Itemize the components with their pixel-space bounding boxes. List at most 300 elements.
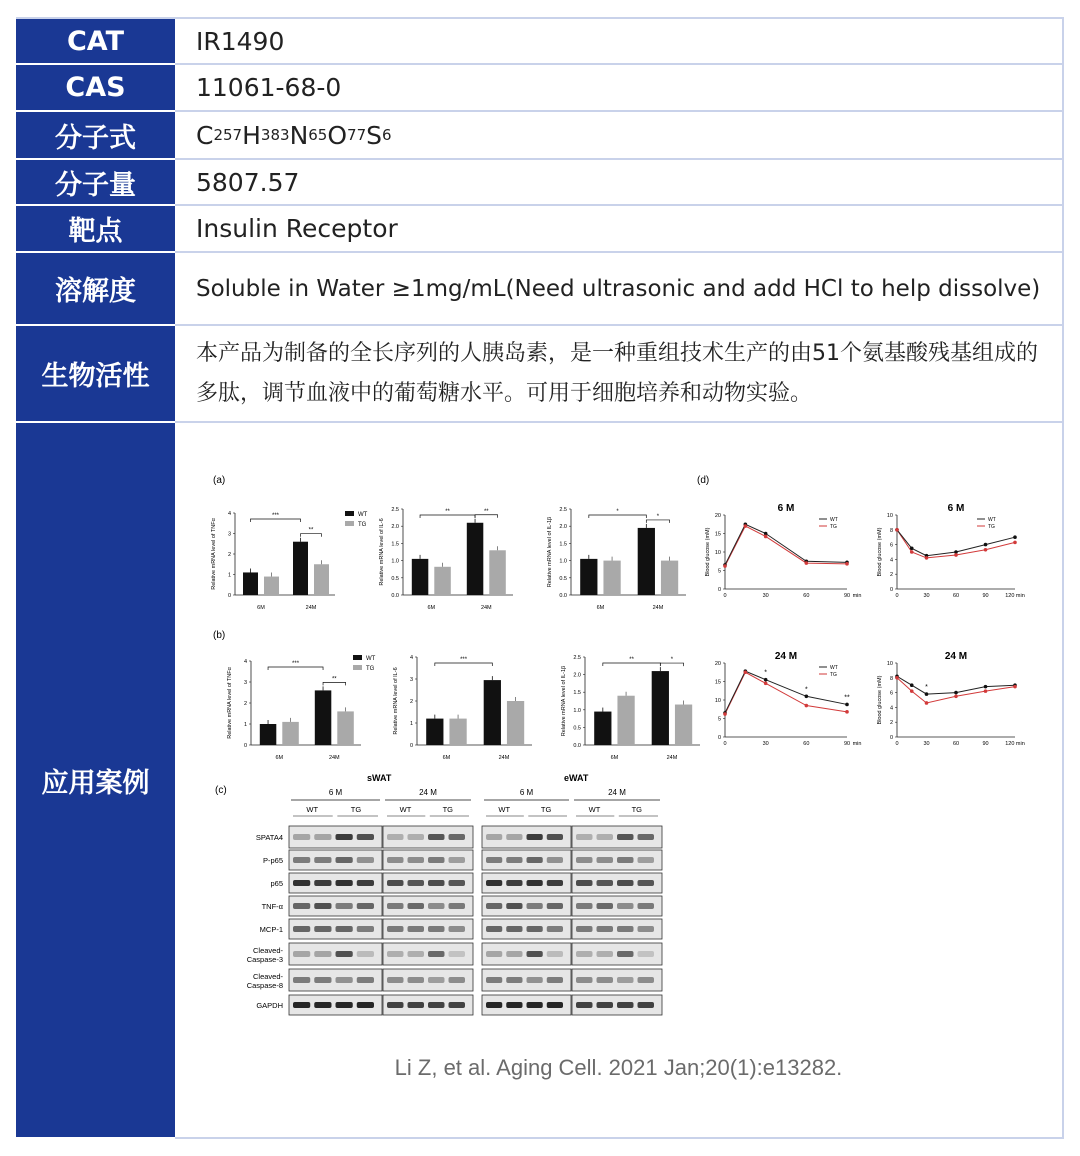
y-axis-label: Relative mRNA level of TNFα bbox=[227, 667, 233, 739]
cas-label: CAS bbox=[16, 65, 175, 112]
y-tick-label: 0 bbox=[717, 735, 721, 741]
bar-chart-a-tnfa bbox=[211, 511, 335, 611]
legend-wt-label: WT bbox=[830, 665, 838, 671]
blot-band bbox=[314, 926, 331, 932]
y-axis-label: Blood glucose (mM) bbox=[705, 527, 711, 577]
panel-label-a: (a) bbox=[213, 475, 226, 486]
blot-band bbox=[547, 834, 563, 840]
blot-band bbox=[408, 903, 425, 909]
blot-protein-label: TNF-α bbox=[261, 902, 283, 911]
y-axis-label: Blood glucose (mM) bbox=[877, 675, 883, 725]
blot-band bbox=[486, 880, 502, 886]
y-tick-label: 0.5 bbox=[391, 575, 399, 582]
citation: Li Z, et al. Aging Cell. 2021 Jan;20(1):e13282. bbox=[394, 1055, 843, 1080]
y-tick-label: 4 bbox=[227, 511, 231, 517]
blot-age-label: 24 M bbox=[608, 788, 626, 797]
y-tick-label: 2.0 bbox=[391, 524, 399, 531]
point-tg bbox=[1013, 541, 1017, 545]
x-tick-label: 30 bbox=[762, 741, 769, 747]
bar-tg bbox=[617, 696, 634, 745]
application-figure-cell bbox=[175, 423, 1064, 1137]
sig-star: * bbox=[925, 684, 928, 692]
blot-genotype-label: TG bbox=[350, 805, 362, 814]
glucose-chart-24m-a bbox=[715, 651, 862, 747]
blot-band bbox=[357, 857, 374, 863]
bar-wt bbox=[484, 680, 501, 745]
formula-s-count: 6 bbox=[382, 126, 392, 144]
sig-label: *** bbox=[271, 513, 280, 519]
x-tick-label: 24M bbox=[328, 755, 340, 761]
blot-protein-label: p65 bbox=[270, 879, 283, 888]
point-tg bbox=[910, 550, 914, 554]
blot-band bbox=[576, 951, 593, 957]
x-tick-label: 24M bbox=[666, 755, 678, 761]
y-tick-label: 1.0 bbox=[559, 558, 567, 565]
blot-band bbox=[428, 880, 445, 886]
y-axis-label: Relative mRNA level of TNFα bbox=[211, 518, 217, 590]
point-tg bbox=[925, 556, 929, 560]
y-tick-label: 5 bbox=[717, 716, 721, 723]
bar-wt bbox=[260, 724, 277, 745]
x-tick-label: 6M bbox=[610, 755, 619, 761]
blot-band bbox=[408, 834, 425, 840]
formula-n-count: 65 bbox=[308, 126, 328, 144]
blot-band bbox=[506, 834, 522, 840]
blot-band bbox=[336, 903, 353, 909]
mw-value: 5807.57 bbox=[175, 160, 1064, 204]
blot-band bbox=[486, 834, 502, 840]
legend-tg-label: TG bbox=[830, 672, 837, 678]
blot-band bbox=[293, 951, 310, 957]
blot-band bbox=[506, 857, 522, 863]
point-tg bbox=[764, 682, 768, 686]
blot-genotype-label: TG bbox=[442, 805, 454, 814]
blot-band bbox=[293, 903, 310, 909]
y-tick-label: 3 bbox=[227, 531, 231, 538]
bar-tg bbox=[489, 550, 506, 595]
blot-band bbox=[408, 951, 425, 957]
glucose-chart-6m-b bbox=[877, 503, 1025, 599]
y-tick-label: 0.0 bbox=[391, 593, 399, 599]
blot-band bbox=[336, 880, 353, 886]
point-tg bbox=[723, 564, 727, 568]
y-tick-label: 2.0 bbox=[559, 524, 567, 531]
y-axis-label: Relative mRNA level of IL-1β bbox=[561, 665, 567, 737]
sig-bracket bbox=[646, 520, 669, 523]
point-tg bbox=[845, 562, 849, 566]
blot-band bbox=[597, 951, 614, 957]
blot-band bbox=[576, 903, 593, 909]
y-tick-label: 15 bbox=[714, 531, 721, 538]
point-wt bbox=[984, 685, 988, 689]
bar-wt bbox=[315, 690, 332, 745]
sig-bracket bbox=[251, 519, 301, 522]
y-tick-label: 0.5 bbox=[573, 725, 581, 732]
legend-tg-label: TG bbox=[988, 524, 995, 530]
y-tick-label: 4 bbox=[889, 557, 893, 564]
sig-label: ** bbox=[629, 657, 634, 663]
bar-tg bbox=[603, 561, 620, 595]
y-tick-label: 3 bbox=[243, 680, 247, 686]
sig-star: * bbox=[764, 669, 768, 677]
blot-band bbox=[357, 977, 374, 983]
y-tick-label: 20 bbox=[714, 661, 721, 667]
blot-band bbox=[336, 926, 353, 932]
y-tick-label: 20 bbox=[714, 513, 721, 519]
point-tg bbox=[744, 670, 748, 674]
blot-protein-label: Caspase-3 bbox=[246, 955, 283, 964]
y-tick-label: 4 bbox=[889, 705, 893, 712]
blot-band bbox=[336, 857, 353, 863]
blot-band bbox=[527, 926, 543, 932]
sig-bracket bbox=[603, 663, 661, 666]
target-value: Insulin Receptor bbox=[175, 206, 1064, 251]
point-tg bbox=[764, 535, 768, 539]
blot-band bbox=[449, 977, 466, 983]
y-tick-label: 1.5 bbox=[559, 541, 567, 548]
blot-band bbox=[638, 951, 655, 957]
sig-bracket bbox=[323, 682, 346, 685]
blot-band bbox=[486, 857, 502, 863]
blot-band bbox=[597, 857, 614, 863]
point-wt bbox=[805, 695, 809, 699]
blot-band bbox=[617, 926, 634, 932]
sig-bracket bbox=[475, 515, 498, 518]
blot-band bbox=[387, 977, 404, 983]
point-tg bbox=[895, 676, 899, 680]
point-wt bbox=[910, 547, 914, 551]
blot-band bbox=[408, 1002, 425, 1008]
y-tick-label: 3 bbox=[409, 677, 413, 683]
blot-band bbox=[314, 903, 331, 909]
blot-band bbox=[527, 977, 543, 983]
bar-tg bbox=[507, 701, 524, 745]
cat-label: CAT bbox=[16, 19, 175, 65]
blot-band bbox=[293, 1002, 310, 1008]
blot-band bbox=[449, 903, 466, 909]
blot-band bbox=[527, 834, 543, 840]
blot-band bbox=[387, 951, 404, 957]
blot-band bbox=[428, 951, 445, 957]
blot-protein-label: SPATA4 bbox=[255, 833, 283, 842]
sig-label: * bbox=[616, 509, 619, 515]
product-info-table bbox=[16, 17, 1064, 1139]
blot-band bbox=[428, 857, 445, 863]
blot-genotype-label: WT bbox=[306, 805, 319, 814]
chart-title: 6 M bbox=[947, 503, 965, 514]
glucose-chart-24m-b bbox=[877, 651, 1025, 747]
y-tick-label: 2 bbox=[889, 572, 893, 579]
blot-band bbox=[486, 926, 502, 932]
blot-protein-label: MCP-1 bbox=[259, 925, 283, 934]
y-tick-label: 0 bbox=[889, 735, 893, 741]
y-tick-label: 2.0 bbox=[573, 672, 581, 679]
x-tick-label: 6M bbox=[442, 755, 451, 761]
blot-group-ewat: eWAT bbox=[564, 773, 589, 783]
x-tick-label: 24M bbox=[498, 755, 510, 761]
y-tick-label: 10 bbox=[714, 550, 721, 556]
bar-wt bbox=[594, 712, 611, 745]
blot-age-label: 6 M bbox=[328, 788, 343, 797]
x-tick-label: 0 bbox=[895, 741, 899, 747]
x-tick-label: 30 bbox=[923, 741, 930, 747]
cas-value: 11061-68-0 bbox=[175, 65, 1064, 110]
point-wt bbox=[1013, 535, 1017, 539]
blot-band bbox=[314, 977, 331, 983]
legend-a-tg: TG bbox=[358, 522, 367, 528]
blot-band bbox=[408, 926, 425, 932]
glucose-chart-6m-a bbox=[705, 503, 861, 599]
y-tick-label: 1.5 bbox=[391, 541, 399, 548]
y-tick-label: 10 bbox=[886, 661, 893, 667]
sig-bracket bbox=[660, 663, 683, 666]
y-tick-label: 0 bbox=[227, 593, 231, 599]
blot-band bbox=[293, 880, 310, 886]
blot-band bbox=[597, 903, 614, 909]
x-tick-label: 90 bbox=[982, 741, 989, 747]
bar-wt bbox=[412, 559, 429, 595]
formula-label: 分子式 bbox=[16, 112, 175, 160]
legend-b-tg-swatch bbox=[353, 665, 362, 670]
sig-bracket bbox=[435, 663, 493, 666]
bar-wt bbox=[467, 523, 484, 595]
sig-bracket bbox=[268, 667, 323, 670]
y-tick-label: 0.0 bbox=[559, 593, 567, 599]
blot-band bbox=[357, 1002, 374, 1008]
blot-band bbox=[428, 926, 445, 932]
chart-title: 24 M bbox=[774, 651, 798, 662]
formula-o: O bbox=[327, 120, 348, 150]
x-tick-label: 90 bbox=[843, 741, 851, 747]
blot-band bbox=[638, 903, 655, 909]
x-tick-label: 24M bbox=[652, 605, 664, 611]
blot-band bbox=[449, 880, 466, 886]
x-tick-label: 0 bbox=[895, 593, 899, 599]
legend-b bbox=[353, 655, 376, 672]
blot-band bbox=[336, 1002, 353, 1008]
sig-label: ** bbox=[308, 527, 314, 534]
blot-band bbox=[387, 880, 404, 886]
x-tick-label: 6M bbox=[596, 605, 605, 611]
bar-tg bbox=[264, 577, 279, 595]
blot-band bbox=[506, 1002, 522, 1008]
y-axis-label: Relative mRNA level of IL-1β bbox=[547, 516, 553, 588]
row-cat bbox=[16, 17, 1064, 65]
point-wt bbox=[925, 692, 929, 696]
blot-band bbox=[576, 857, 593, 863]
solubility-value: Soluble in Water ≥1mg/mL(Need ultrasonic and add HCl to help dissolve) bbox=[175, 253, 1064, 324]
blot-band bbox=[506, 951, 522, 957]
x-tick-label: 60 bbox=[952, 741, 960, 747]
y-tick-label: 1 bbox=[227, 572, 231, 579]
blot-genotype-label: WT bbox=[498, 805, 511, 814]
x-unit-label: min bbox=[852, 593, 862, 599]
blot-band bbox=[357, 951, 374, 957]
blot-band bbox=[576, 926, 593, 932]
legend-a-tg-swatch bbox=[345, 521, 354, 526]
bar-tg bbox=[314, 564, 329, 595]
blot-band bbox=[449, 926, 466, 932]
point-tg bbox=[984, 548, 988, 552]
bar-chart-a-il6 bbox=[379, 507, 513, 611]
blot-band bbox=[428, 834, 445, 840]
blot-age-label: 24 M bbox=[419, 788, 437, 797]
blot-band bbox=[547, 926, 563, 932]
legend-tg-label: TG bbox=[830, 524, 837, 530]
y-tick-label: 1.0 bbox=[573, 707, 581, 714]
y-tick-label: 1.0 bbox=[391, 558, 399, 565]
sig-star: ** bbox=[844, 694, 850, 702]
x-tick-label: 0 bbox=[723, 741, 727, 747]
blot-age-label: 6 M bbox=[519, 788, 534, 797]
chart-title: 6 M bbox=[777, 503, 795, 514]
legend-a bbox=[345, 511, 368, 528]
x-tick-label: 30 bbox=[923, 593, 930, 599]
point-wt bbox=[845, 703, 849, 707]
blot-band bbox=[597, 1002, 614, 1008]
point-tg bbox=[895, 528, 899, 532]
blot-band bbox=[428, 903, 445, 909]
sig-bracket bbox=[589, 515, 647, 518]
y-tick-label: 6 bbox=[889, 690, 893, 697]
blot-band bbox=[449, 834, 466, 840]
blot-band bbox=[387, 834, 404, 840]
blot-band bbox=[357, 880, 374, 886]
western-blot bbox=[247, 773, 662, 1015]
blot-band bbox=[597, 977, 614, 983]
y-tick-label: 1.5 bbox=[573, 690, 581, 697]
blot-group-swat: sWAT bbox=[367, 773, 392, 783]
x-tick-label: 6M bbox=[275, 755, 284, 761]
row-formula bbox=[16, 112, 1064, 160]
x-tick-label: 90 bbox=[982, 593, 989, 599]
blot-band bbox=[617, 834, 634, 840]
blot-band bbox=[486, 903, 502, 909]
research-figure bbox=[175, 423, 1062, 1045]
blot-band bbox=[314, 1002, 331, 1008]
x-unit-label: min bbox=[852, 741, 862, 747]
formula-o-count: 77 bbox=[347, 126, 367, 144]
blot-genotype-label: WT bbox=[588, 805, 601, 814]
legend-a-wt: WT bbox=[358, 512, 368, 518]
blot-band bbox=[638, 1002, 655, 1008]
x-tick-label: 0 bbox=[723, 593, 727, 599]
cat-value: IR1490 bbox=[175, 19, 1064, 63]
series-line-tg bbox=[725, 669, 847, 714]
y-tick-label: 10 bbox=[886, 513, 893, 519]
blot-band bbox=[638, 857, 655, 863]
blot-protein-label: Cleaved- bbox=[252, 946, 283, 955]
bar-wt bbox=[293, 542, 308, 595]
bar-wt bbox=[243, 572, 258, 595]
blot-band bbox=[293, 977, 310, 983]
point-wt bbox=[764, 678, 768, 682]
y-tick-label: 0.0 bbox=[573, 743, 581, 749]
point-tg bbox=[954, 553, 958, 557]
blot-band bbox=[527, 903, 543, 909]
blot-band bbox=[617, 857, 634, 863]
blot-band bbox=[547, 857, 563, 863]
y-tick-label: 8 bbox=[889, 527, 893, 534]
blot-band bbox=[547, 1002, 563, 1008]
sig-label: *** bbox=[292, 661, 300, 667]
panel-label-b: (b) bbox=[213, 630, 226, 641]
bar-wt bbox=[426, 719, 443, 745]
y-tick-label: 2.5 bbox=[391, 507, 399, 513]
blot-genotype-label: WT bbox=[399, 805, 412, 814]
blot-band bbox=[617, 977, 634, 983]
target-label: 靶点 bbox=[16, 206, 175, 253]
blot-band bbox=[506, 977, 522, 983]
blot-band bbox=[408, 857, 425, 863]
formula-s: S bbox=[366, 120, 383, 150]
blot-band bbox=[506, 926, 522, 932]
formula-c-count: 257 bbox=[213, 126, 243, 144]
bar-tg bbox=[337, 711, 354, 745]
point-wt bbox=[954, 691, 958, 695]
blot-band bbox=[547, 903, 563, 909]
row-target bbox=[16, 206, 1064, 253]
blot-band bbox=[387, 857, 404, 863]
row-mw bbox=[16, 160, 1064, 206]
y-tick-label: 2.5 bbox=[573, 655, 581, 661]
blot-band bbox=[617, 951, 634, 957]
x-tick-label: 30 bbox=[762, 593, 769, 599]
blot-band bbox=[357, 903, 374, 909]
blot-band bbox=[428, 977, 445, 983]
row-application bbox=[16, 423, 1064, 1139]
blot-band bbox=[597, 926, 614, 932]
bar-tg bbox=[282, 722, 299, 745]
point-tg bbox=[805, 704, 809, 708]
blot-band bbox=[638, 834, 655, 840]
y-tick-label: 6 bbox=[889, 542, 893, 549]
blot-band bbox=[617, 1002, 634, 1008]
legend-a-wt-swatch bbox=[345, 511, 354, 516]
blot-band bbox=[357, 834, 374, 840]
blot-band bbox=[576, 1002, 593, 1008]
blot-band bbox=[617, 903, 634, 909]
blot-band bbox=[486, 1002, 502, 1008]
x-tick-label: 24M bbox=[480, 605, 492, 611]
legend-b-tg: TG bbox=[366, 666, 375, 672]
bar-chart-b-tnfa bbox=[227, 659, 361, 761]
blot-band bbox=[506, 903, 522, 909]
blot-protein-label: Caspase-8 bbox=[246, 981, 283, 990]
blot-band bbox=[506, 880, 522, 886]
point-tg bbox=[925, 701, 929, 705]
point-tg bbox=[910, 689, 914, 693]
y-tick-label: 2 bbox=[243, 701, 247, 707]
blot-band bbox=[527, 1002, 543, 1008]
y-tick-label: 1 bbox=[409, 721, 413, 727]
y-tick-label: 10 bbox=[714, 698, 721, 704]
x-tick-label: 60 bbox=[952, 593, 960, 599]
legend-wt-label: WT bbox=[988, 517, 996, 523]
bar-tg bbox=[434, 567, 451, 595]
blot-band bbox=[357, 926, 374, 932]
row-solubility bbox=[16, 253, 1064, 326]
formula-n: N bbox=[289, 120, 309, 150]
bar-wt bbox=[652, 671, 669, 745]
blot-band bbox=[449, 951, 466, 957]
sig-label: *** bbox=[460, 657, 468, 663]
blot-band bbox=[597, 834, 614, 840]
blot-protein-label: GAPDH bbox=[256, 1001, 283, 1010]
blot-band bbox=[597, 880, 614, 886]
sig-label: * bbox=[670, 657, 674, 664]
solubility-label: 溶解度 bbox=[16, 253, 175, 326]
